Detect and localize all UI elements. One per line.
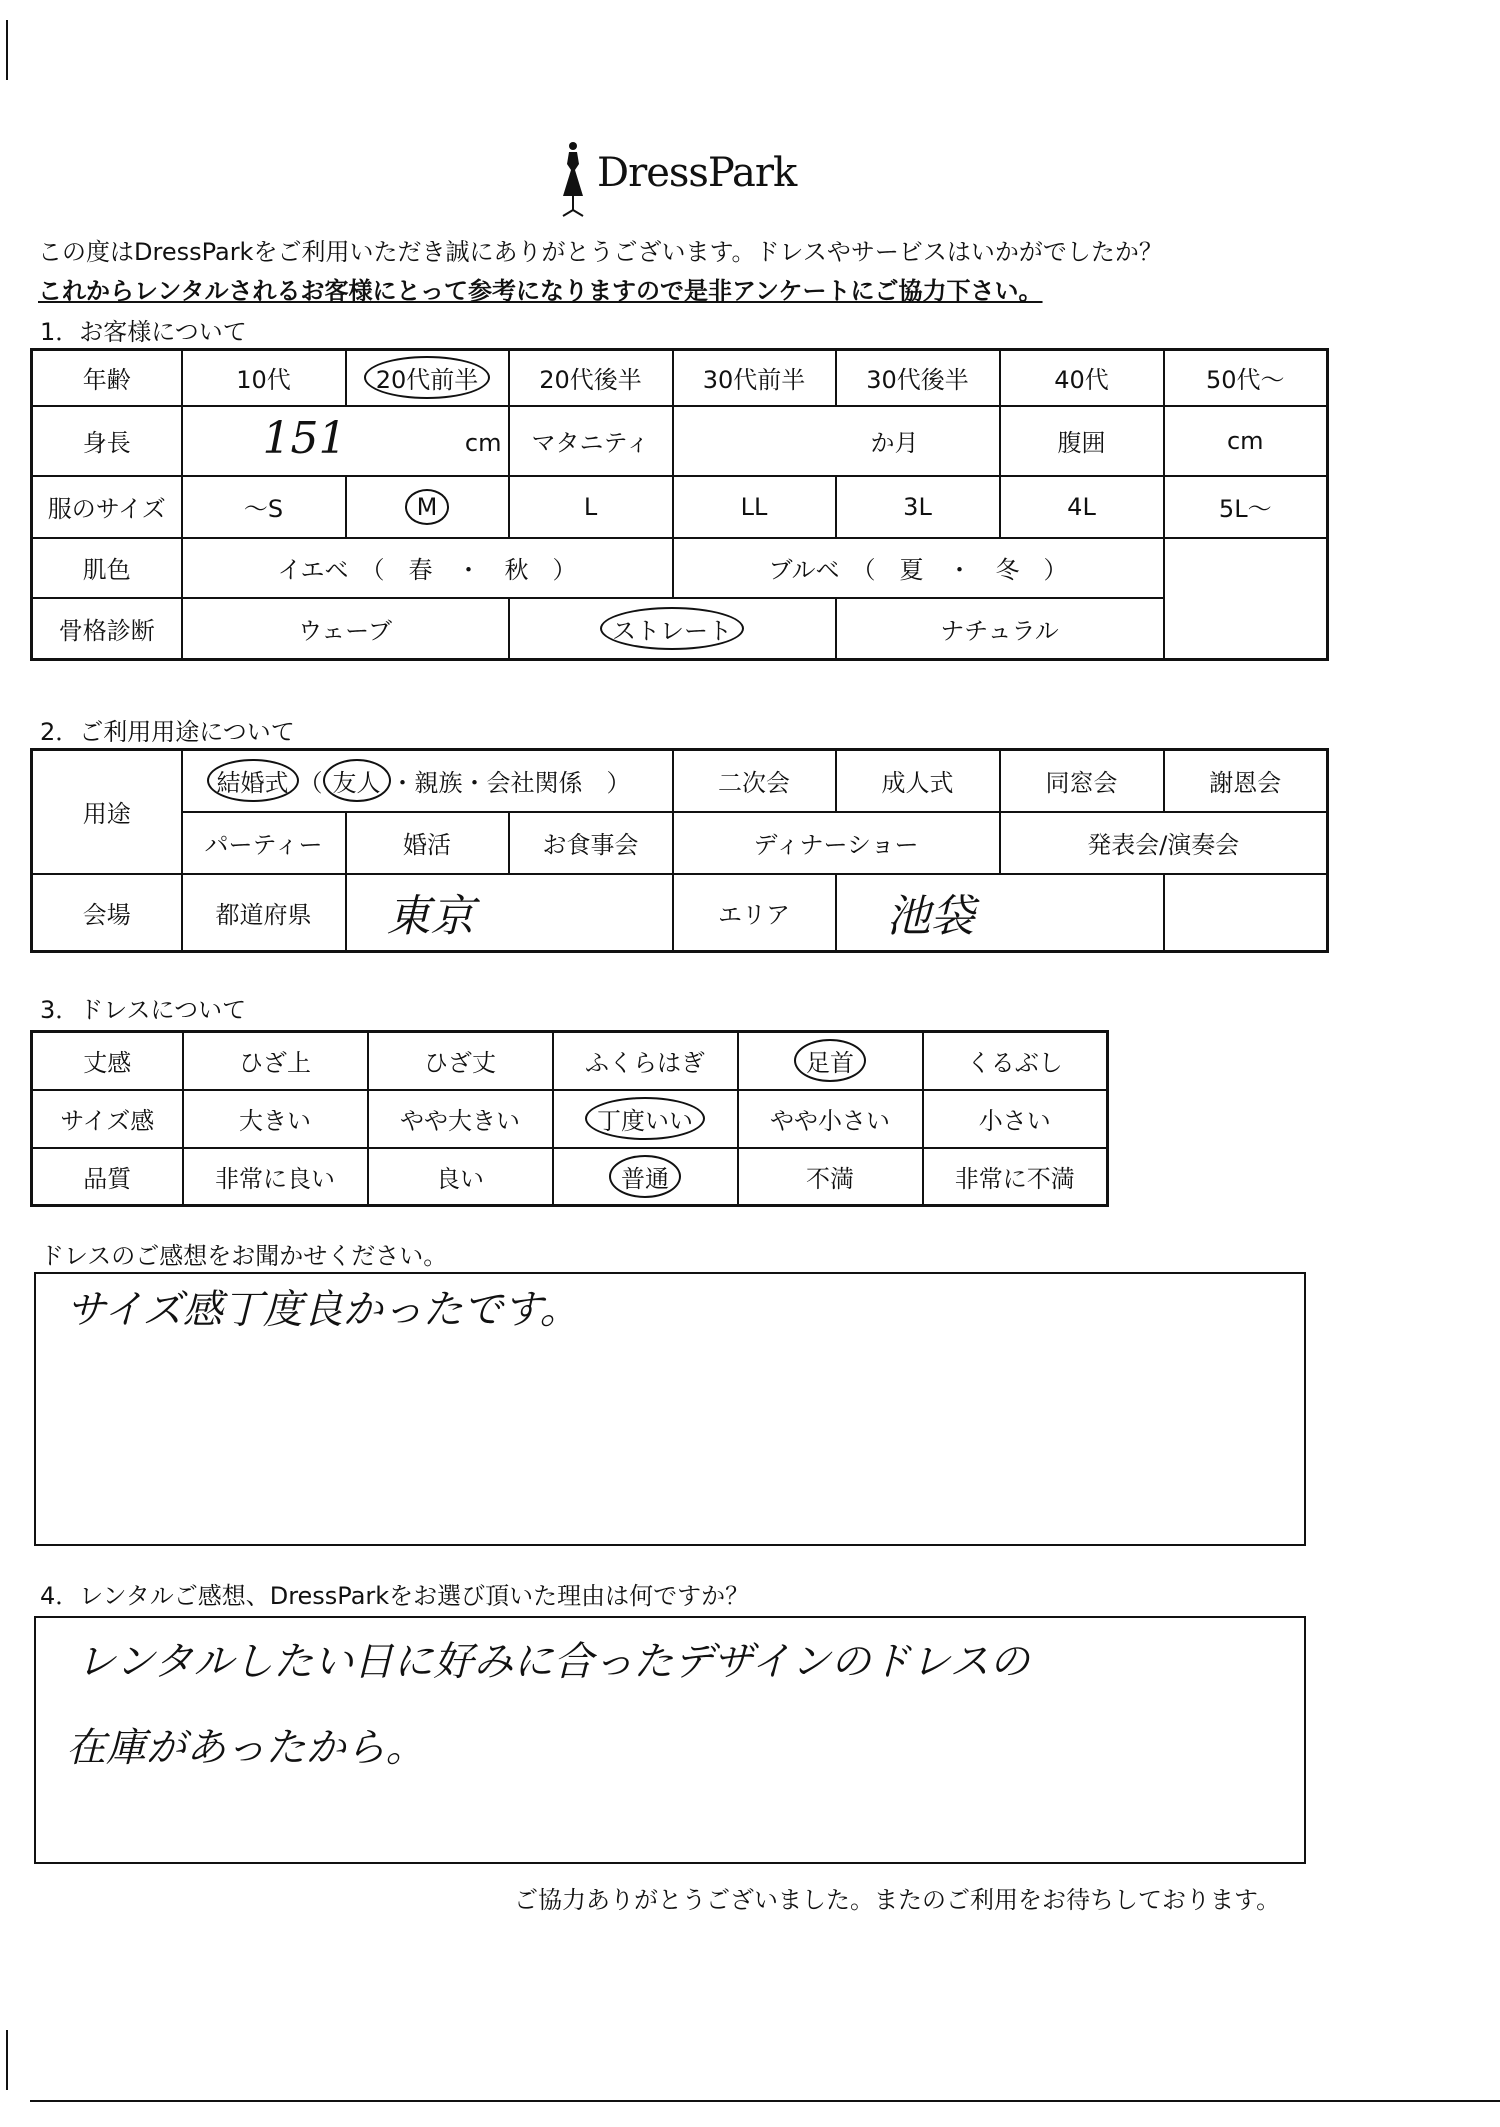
selection-circle: 足首 xyxy=(794,1039,866,1082)
length-label: 丈感 xyxy=(32,1032,183,1090)
section-2-title: 2．ご利用用途について xyxy=(40,718,295,746)
age-option[interactable]: 30代後半 xyxy=(836,350,1000,406)
prefecture-value: 東京 xyxy=(386,891,475,943)
maternity-label: マタニティ xyxy=(509,406,673,476)
skin-label: 肌色 xyxy=(32,538,182,598)
selection-circle: 結婚式 xyxy=(207,759,299,802)
area-field[interactable] xyxy=(836,874,1164,952)
height-label: 身長 xyxy=(32,406,182,476)
empty-cell xyxy=(1164,538,1328,598)
venue-row xyxy=(32,874,1328,952)
waist-label: 腹囲 xyxy=(1000,406,1164,476)
size-option[interactable]: 4L xyxy=(1000,476,1164,538)
dress-comment-prompt: ドレスのご感想をお聞かせください。 xyxy=(40,1242,448,1270)
dress-comment-text: サイズ感丁度良かったです。 xyxy=(66,1287,580,1333)
age-option[interactable]: 50代～ xyxy=(1164,350,1328,406)
section-1-title: 1．お客様について xyxy=(40,318,247,346)
age-option[interactable]: 30代前半 xyxy=(673,350,836,406)
length-option-selected[interactable] xyxy=(738,1032,923,1090)
age-option[interactable]: 20代後半 xyxy=(509,350,673,406)
selection-circle: 友人 xyxy=(323,759,391,802)
reason-answer-line-2: 在庫があったから。 xyxy=(66,1725,426,1771)
fit-row xyxy=(32,1090,1108,1148)
height-row xyxy=(32,406,1328,476)
reason-answer-line-1: レンタルしたい日に好みに合ったデザインのドレスの xyxy=(76,1639,1030,1685)
frame-option[interactable]: ウェーブ xyxy=(182,598,509,660)
purpose-row-1 xyxy=(32,750,1328,812)
skin-yellow-option[interactable]: イエベ （ 春 ・ 秋 ） xyxy=(182,538,673,598)
section-3-title: 3．ドレスについて xyxy=(40,996,247,1024)
quality-row xyxy=(32,1148,1108,1206)
quality-option[interactable]: 良い xyxy=(368,1148,553,1206)
wedding-sub-options: ・親族・会社関係 ） xyxy=(390,769,631,798)
size-label: 服のサイズ xyxy=(32,476,182,538)
size-option-selected[interactable] xyxy=(346,476,509,538)
frame-option[interactable]: ナチュラル xyxy=(836,598,1164,660)
prefecture-field[interactable] xyxy=(346,874,673,952)
size-option[interactable]: 3L xyxy=(836,476,1000,538)
purpose-option[interactable]: 婚活 xyxy=(346,812,509,874)
height-field[interactable] xyxy=(182,406,509,476)
selection-circle: 普通 xyxy=(609,1155,681,1198)
maternity-months[interactable]: か月 xyxy=(673,406,1000,476)
length-row xyxy=(32,1032,1108,1090)
intro-line-1: この度はDressParkをご利用いただき誠にありがとうございます。ドレスやサービスはいかがでしたか？ xyxy=(38,238,1163,266)
skin-blue-option[interactable]: ブルベ （ 夏 ・ 冬 ） xyxy=(673,538,1164,598)
scan-mark xyxy=(6,2030,8,2090)
frame-row xyxy=(32,598,1328,660)
age-option-selected[interactable] xyxy=(346,350,509,406)
intro-line-2: これからレンタルされるお客様にとって参考になりますので是非アンケートにご協力下さい。 xyxy=(38,277,1043,305)
empty-cell xyxy=(1164,598,1328,660)
fit-label: サイズ感 xyxy=(32,1090,183,1148)
brand-logo xyxy=(555,140,815,220)
quality-option-selected[interactable] xyxy=(553,1148,738,1206)
size-option[interactable]: L xyxy=(509,476,673,538)
customer-table xyxy=(30,348,1329,661)
scan-mark xyxy=(6,20,8,80)
age-row xyxy=(32,350,1328,406)
purpose-table xyxy=(30,748,1329,953)
section-4-title: 4．レンタルご感想、DressParkをお選び頂いた理由は何ですか？ xyxy=(40,1582,750,1610)
age-label: 年齢 xyxy=(32,350,182,406)
purpose-row-2 xyxy=(32,812,1328,874)
fit-option[interactable]: やや小さい xyxy=(738,1090,923,1148)
purpose-option[interactable]: ディナーショー xyxy=(673,812,1000,874)
size-option[interactable]: ～S xyxy=(182,476,346,538)
page-edge-line xyxy=(30,2100,1500,2102)
purpose-option[interactable]: 成人式 xyxy=(836,750,1000,812)
skin-row xyxy=(32,538,1328,598)
length-option[interactable]: ひざ上 xyxy=(183,1032,368,1090)
wedding-option[interactable] xyxy=(182,750,673,812)
paren-open: （ xyxy=(298,769,323,798)
selection-circle: M xyxy=(405,489,450,525)
purpose-option[interactable]: 謝恩会 xyxy=(1164,750,1328,812)
length-option[interactable]: ひざ丈 xyxy=(368,1032,553,1090)
height-unit: cm xyxy=(464,428,502,457)
selection-circle: 丁度いい xyxy=(585,1097,705,1140)
dress-form-icon xyxy=(555,140,591,220)
footer-thanks: ご協力ありがとうございました。またのご利用をお待ちしております。 xyxy=(514,1886,1281,1914)
size-row xyxy=(32,476,1328,538)
selection-circle: 20代前半 xyxy=(364,356,491,399)
purpose-option[interactable]: 同窓会 xyxy=(1000,750,1164,812)
area-value: 池袋 xyxy=(886,891,975,943)
purpose-option[interactable]: 二次会 xyxy=(673,750,836,812)
dress-comment-box[interactable] xyxy=(34,1272,1306,1546)
quality-label: 品質 xyxy=(32,1148,183,1206)
empty-cell xyxy=(1164,874,1328,952)
fit-option-selected[interactable] xyxy=(553,1090,738,1148)
dress-table xyxy=(30,1030,1109,1207)
venue-label: 会場 xyxy=(32,874,182,952)
purpose-label: 用途 xyxy=(32,750,182,874)
selection-circle: ストレート xyxy=(600,607,744,650)
size-option[interactable]: 5L～ xyxy=(1164,476,1328,538)
quality-option[interactable]: 非常に不満 xyxy=(923,1148,1108,1206)
quality-option[interactable]: 非常に良い xyxy=(183,1148,368,1206)
reason-answer-box[interactable] xyxy=(34,1616,1306,1864)
brand-name: DressPark xyxy=(597,150,797,196)
prefecture-label: 都道府県 xyxy=(182,874,346,952)
frame-label: 骨格診断 xyxy=(32,598,182,660)
fit-option[interactable]: やや大きい xyxy=(368,1090,553,1148)
area-label: エリア xyxy=(673,874,836,952)
fit-option[interactable]: 大きい xyxy=(183,1090,368,1148)
age-option[interactable]: 40代 xyxy=(1000,350,1164,406)
length-option[interactable]: ふくらはぎ xyxy=(553,1032,738,1090)
age-option[interactable]: 10代 xyxy=(182,350,346,406)
purpose-option[interactable]: 発表会/演奏会 xyxy=(1000,812,1328,874)
quality-option[interactable]: 不満 xyxy=(738,1148,923,1206)
size-option[interactable]: LL xyxy=(673,476,836,538)
frame-option-selected[interactable] xyxy=(509,598,836,660)
purpose-option[interactable]: お食事会 xyxy=(509,812,673,874)
purpose-option[interactable]: パーティー xyxy=(182,812,346,874)
length-option[interactable]: くるぶし xyxy=(923,1032,1108,1090)
height-value: 151 xyxy=(262,412,347,464)
fit-option[interactable]: 小さい xyxy=(923,1090,1108,1148)
waist-unit[interactable]: cm xyxy=(1164,406,1328,476)
